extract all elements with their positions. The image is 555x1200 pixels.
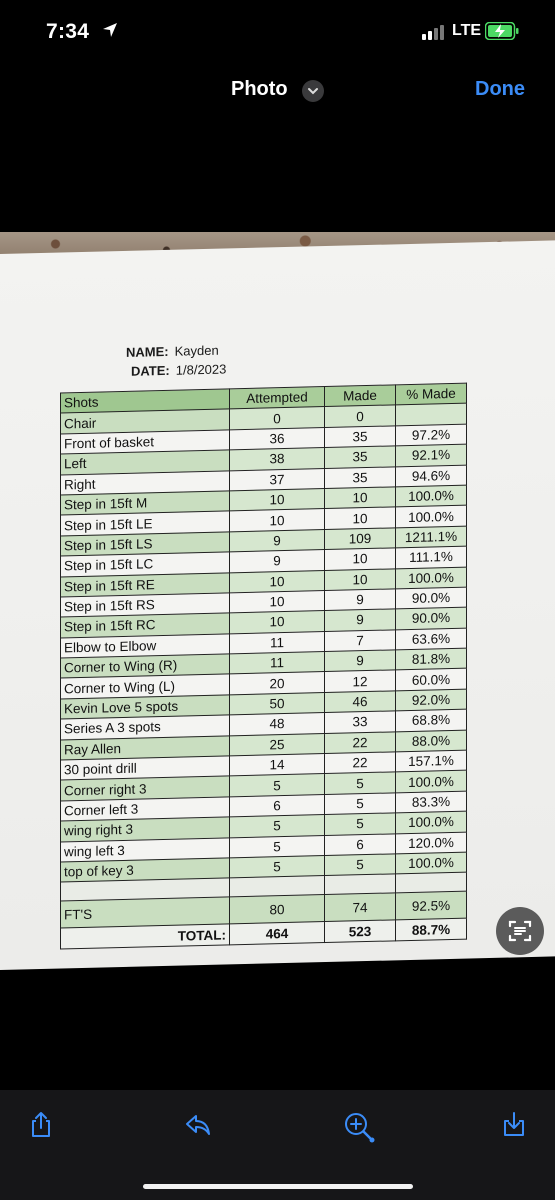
shot-cell: 30 point drill xyxy=(61,756,230,781)
clock-time: 7:34 xyxy=(46,20,90,43)
name-line xyxy=(126,343,219,360)
pct-cell: 90.0% xyxy=(396,587,467,609)
shot-cell: Ray Allen xyxy=(61,736,230,761)
made-cell: 10 xyxy=(325,548,396,570)
attempted-cell: 20 xyxy=(230,672,325,695)
attempted-cell: 10 xyxy=(230,590,325,613)
made-cell: 33 xyxy=(325,711,396,733)
navigation-bar xyxy=(0,64,555,120)
pct-cell: 94.6% xyxy=(396,465,467,487)
made-cell: 10 xyxy=(325,487,396,509)
made-cell: 7 xyxy=(325,630,396,652)
shot-cell: Series A 3 spots xyxy=(61,715,230,740)
pct-cell: 100.0% xyxy=(396,771,467,793)
total-made: 523 xyxy=(325,920,396,943)
made-cell: 22 xyxy=(325,752,396,774)
total-attempted: 464 xyxy=(230,922,325,945)
attempted-cell: 14 xyxy=(230,754,325,777)
name-label: NAME: xyxy=(126,343,169,360)
made-cell: 10 xyxy=(325,507,396,529)
network-type: LTE xyxy=(452,22,482,39)
attempted-cell: 38 xyxy=(230,448,325,471)
title-menu-chevron-icon[interactable] xyxy=(302,80,324,102)
pct-cell: 81.8% xyxy=(396,648,467,670)
shot-cell: Step in 15ft LS xyxy=(61,532,230,557)
photo-view[interactable] xyxy=(0,232,555,970)
shot-cell: top of key 3 xyxy=(61,858,230,883)
pct-cell: 90.0% xyxy=(396,607,467,629)
col-header-shots: Shots xyxy=(61,389,230,414)
pct-cell: 63.6% xyxy=(396,628,467,650)
shot-cell: wing right 3 xyxy=(61,817,230,842)
location-arrow-icon xyxy=(102,22,118,38)
status-bar xyxy=(0,0,555,64)
col-header-pct: % Made xyxy=(396,383,467,405)
made-cell: 5 xyxy=(325,793,396,815)
attempted-cell: 10 xyxy=(230,570,325,593)
share-icon[interactable] xyxy=(27,1110,55,1138)
attempted-cell: 48 xyxy=(230,713,325,736)
pct-cell: 88.0% xyxy=(396,730,467,752)
attempted-cell: 11 xyxy=(230,631,325,654)
made-cell: 35 xyxy=(325,446,396,468)
col-header-made: Made xyxy=(325,385,396,407)
attempted-cell: 9 xyxy=(230,529,325,552)
pct-cell xyxy=(396,403,467,425)
attempted-cell: 5 xyxy=(230,774,325,797)
made-cell: 6 xyxy=(325,833,396,855)
shot-cell: Step in 15ft LE xyxy=(61,511,230,536)
shot-cell: Corner left 3 xyxy=(61,797,230,822)
attempted-cell: 5 xyxy=(230,856,325,879)
live-text-icon xyxy=(496,907,544,955)
total-pct: 88.7% xyxy=(396,918,467,941)
attempted-cell: 9 xyxy=(230,550,325,573)
pct-cell: 100.0% xyxy=(396,567,467,589)
ft-label: FT'S xyxy=(61,897,230,928)
done-button[interactable]: Done xyxy=(475,78,525,100)
battery-charging-icon xyxy=(485,22,519,40)
shot-cell: Corner to Wing (L) xyxy=(61,674,230,699)
total-label: TOTAL: xyxy=(61,924,230,949)
made-cell: 22 xyxy=(325,731,396,753)
made-cell: 10 xyxy=(325,568,396,590)
made-cell: 5 xyxy=(325,813,396,835)
pct-cell: 92.0% xyxy=(396,689,467,711)
attempted-cell: 25 xyxy=(230,733,325,756)
date-label: DATE: xyxy=(131,362,170,379)
save-icon[interactable] xyxy=(500,1110,528,1138)
shot-cell: Elbow to Elbow xyxy=(61,634,230,659)
shot-cell: Front of basket xyxy=(61,430,230,455)
shot-cell: Left xyxy=(61,450,230,475)
attempted-cell: 50 xyxy=(230,692,325,715)
shot-cell: Step in 15ft LC xyxy=(61,552,230,577)
made-cell: 46 xyxy=(325,691,396,713)
date-value: 1/8/2023 xyxy=(175,361,227,378)
made-cell: 109 xyxy=(325,528,396,550)
blank-cell xyxy=(230,876,325,897)
pct-cell: 157.1% xyxy=(396,750,467,772)
shot-cell: Corner right 3 xyxy=(61,776,230,801)
shot-log-table xyxy=(60,383,467,950)
attempted-cell: 5 xyxy=(230,815,325,838)
pct-cell: 120.0% xyxy=(396,832,467,854)
shot-cell: Right xyxy=(61,470,230,495)
paper-sheet xyxy=(0,240,555,970)
made-cell: 0 xyxy=(325,405,396,427)
attempted-cell: 10 xyxy=(230,611,325,634)
made-cell: 35 xyxy=(325,426,396,448)
pct-cell: 97.2% xyxy=(396,424,467,446)
name-value: Kayden xyxy=(174,342,219,359)
made-cell: 35 xyxy=(325,466,396,488)
shot-cell: Step in 15ft RS xyxy=(61,593,230,618)
shot-cell: Kevin Love 5 spots xyxy=(61,695,230,720)
blank-cell xyxy=(396,872,467,893)
pct-cell: 111.1% xyxy=(396,546,467,568)
pct-cell: 92.1% xyxy=(396,444,467,466)
pct-cell: 100.0% xyxy=(396,811,467,833)
shot-cell: Chair xyxy=(61,409,230,434)
attempted-cell: 37 xyxy=(230,468,325,491)
made-cell: 12 xyxy=(325,670,396,692)
date-line xyxy=(131,361,226,378)
attempted-cell: 5 xyxy=(230,835,325,858)
made-cell: 9 xyxy=(325,650,396,672)
home-indicator xyxy=(143,1184,413,1189)
shot-cell: Corner to Wing (R) xyxy=(61,654,230,679)
blank-cell xyxy=(325,874,396,895)
pct-cell: 100.0% xyxy=(396,485,467,507)
made-cell: 5 xyxy=(325,854,396,876)
attempted-cell: 10 xyxy=(230,489,325,512)
live-text-button[interactable] xyxy=(496,907,544,955)
shot-cell: Step in 15ft RE xyxy=(61,572,230,597)
pct-cell: 100.0% xyxy=(396,505,467,527)
ft-made: 74 xyxy=(325,893,396,922)
pct-cell: 100.0% xyxy=(396,852,467,874)
pct-cell: 83.3% xyxy=(396,791,467,813)
pct-cell: 60.0% xyxy=(396,669,467,691)
visual-lookup-icon[interactable] xyxy=(342,1110,376,1144)
made-cell: 9 xyxy=(325,609,396,631)
pct-cell: 68.8% xyxy=(396,709,467,731)
nav-title[interactable]: Photo xyxy=(231,78,288,100)
ft-attempted: 80 xyxy=(230,895,325,924)
attempted-cell: 11 xyxy=(230,652,325,675)
shot-cell: Step in 15ft RC xyxy=(61,613,230,638)
shot-cell: wing left 3 xyxy=(61,837,230,862)
attempted-cell: 10 xyxy=(230,509,325,532)
attempted-cell: 6 xyxy=(230,794,325,817)
cellular-signal-icon xyxy=(420,24,450,40)
shot-cell: Step in 15ft M xyxy=(61,491,230,516)
ft-pct: 92.5% xyxy=(396,891,467,920)
col-header-attempted: Attempted xyxy=(230,387,325,410)
reply-icon[interactable] xyxy=(184,1110,212,1138)
made-cell: 5 xyxy=(325,772,396,794)
pct-cell: 1211.1% xyxy=(396,526,467,548)
made-cell: 9 xyxy=(325,589,396,611)
attempted-cell: 0 xyxy=(230,407,325,430)
attempted-cell: 36 xyxy=(230,427,325,450)
